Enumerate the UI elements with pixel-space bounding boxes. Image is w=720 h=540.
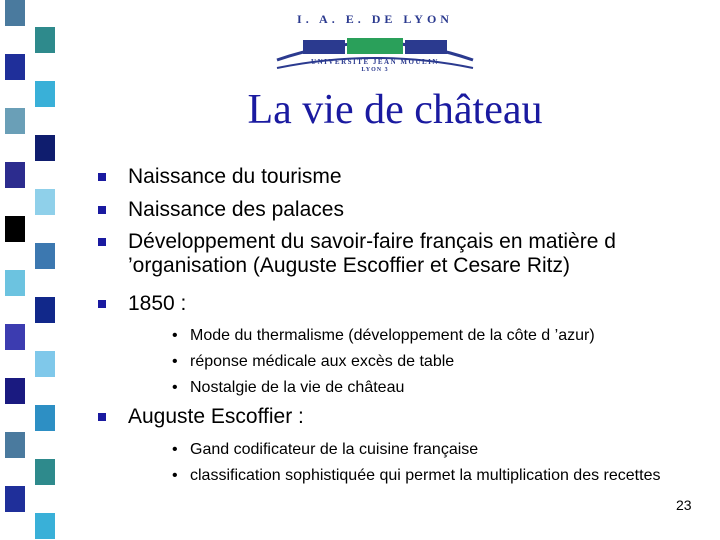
sub-bullet-item [172, 440, 692, 460]
stripe-square [5, 54, 25, 80]
stripe-square [5, 486, 25, 512]
bullet-square-icon [98, 300, 106, 308]
stripe-square [35, 459, 55, 485]
bullet-text: Naissance du tourisme [128, 165, 342, 188]
iae-lyon-logo [275, 8, 475, 80]
stripe-square [35, 405, 55, 431]
sub-bullet-dot-icon: • [172, 327, 178, 344]
bullet-item [98, 230, 698, 286]
logo-subtitle: UNIVERSITÉ JEAN MOULIN [311, 58, 439, 66]
sub-bullet-dot-icon: • [172, 441, 178, 458]
sub-bullet-item [172, 466, 692, 510]
stripe-square [5, 378, 25, 404]
stripe-square [35, 135, 55, 161]
logo-title: I. A. E. DE LYON [297, 12, 453, 26]
bullet-text: Naissance des palaces [128, 198, 344, 221]
stripe-square [35, 297, 55, 323]
bullet-square-icon [98, 238, 106, 246]
bullet-square-icon [98, 413, 106, 421]
stripe-square [35, 513, 55, 539]
bullet-item [98, 198, 698, 222]
sub-bullet-item [172, 326, 692, 346]
slide-title: La vie de château [247, 87, 543, 133]
sub-bullet-text: Gand codificateur de la cuisine française [190, 441, 479, 458]
stripe-square [5, 162, 25, 188]
sub-bullet-text: réponse médicale aux excès de table [190, 353, 455, 370]
bullet-text: Auguste Escoffier : [128, 405, 304, 428]
bullet-item [98, 165, 698, 189]
sub-bullet-dot-icon: • [172, 353, 178, 370]
stripe-square [35, 27, 55, 53]
stripe-square [5, 0, 25, 26]
sub-bullet-dot-icon: • [172, 467, 178, 484]
stripe-square [5, 270, 25, 296]
stripe-square [35, 351, 55, 377]
bullet-item [98, 405, 698, 429]
bullet-square-icon [98, 173, 106, 181]
stripe-square [35, 189, 55, 215]
sub-bullet-text: classification sophistiquée qui permet la multiplication des recettes [190, 467, 661, 484]
stripe-square [35, 243, 55, 269]
stripe-square [5, 216, 25, 242]
sub-bullet-dot-icon: • [172, 379, 178, 396]
bullet-text: 1850 : [128, 292, 187, 315]
sub-bullet-text: Nostalgie de la vie de château [190, 379, 405, 396]
logo-subtitle-2: LYON 3 [361, 67, 389, 73]
bullet-text: Développement du savoir-faire français en matière d ’organisation (Auguste Escoffier et Cesare Ritz) [128, 230, 616, 277]
slide-number: 23 [676, 497, 692, 513]
sub-bullet-item [172, 378, 692, 398]
bullet-item [98, 292, 698, 316]
stripe-square [5, 324, 25, 350]
stripe-square [5, 432, 25, 458]
sub-bullet-item [172, 352, 692, 372]
sub-bullet-text: Mode du thermalisme (développement de la côte d ’azur) [190, 327, 595, 344]
bullet-square-icon [98, 206, 106, 214]
decorative-color-stripe [0, 0, 60, 540]
